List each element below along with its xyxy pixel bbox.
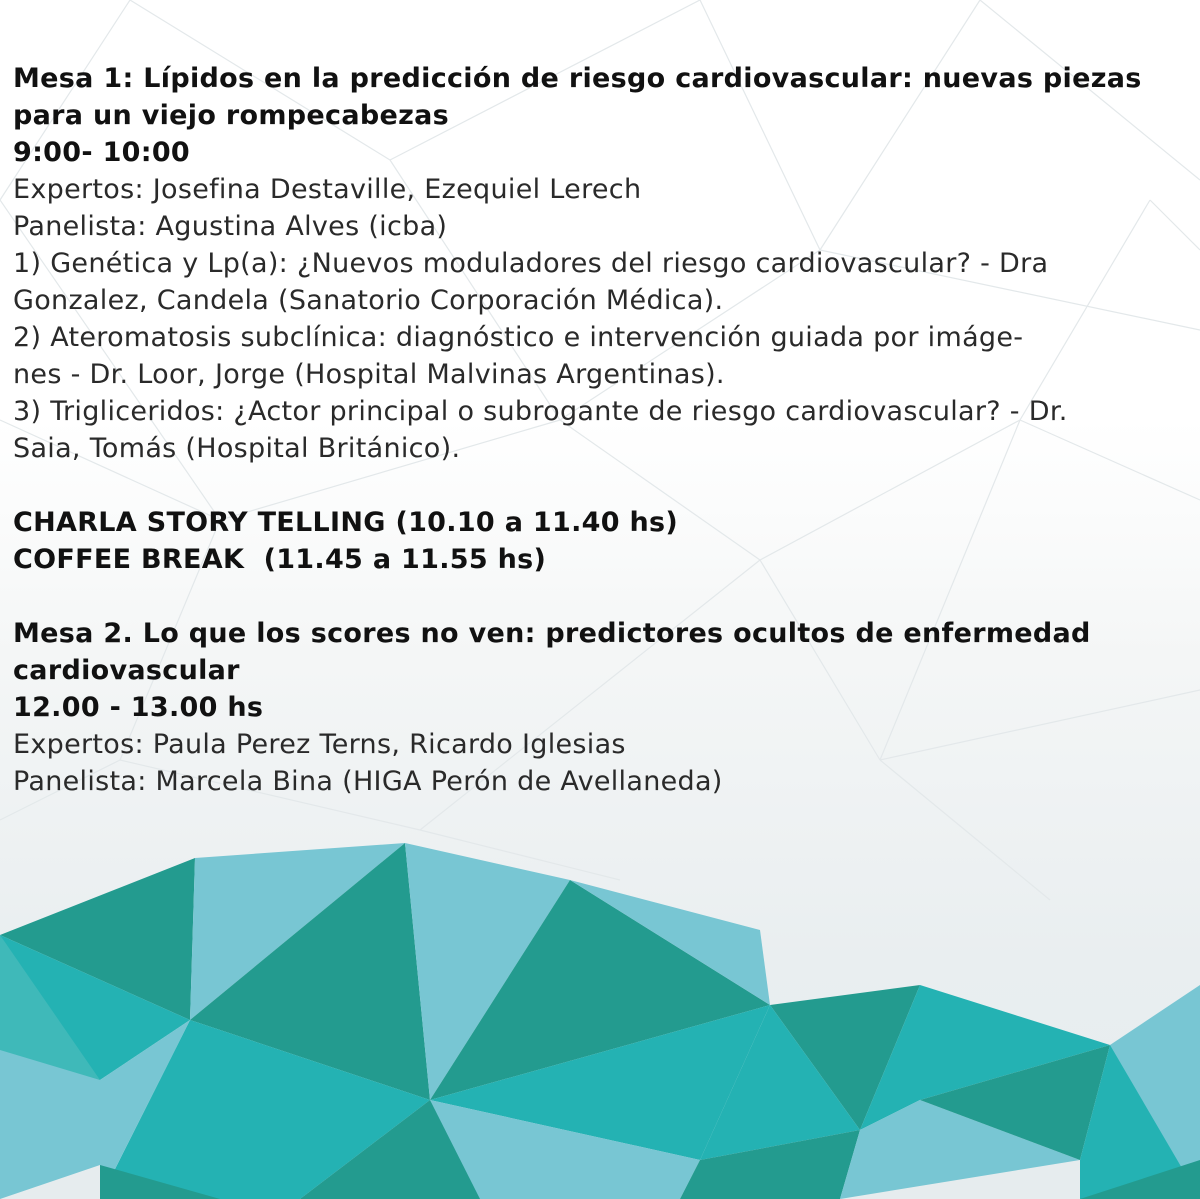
spacer xyxy=(13,578,1188,615)
mesa-1-topic-line: nes - Dr. Loor, Jorge (Hospital Malvinas Argentinas). xyxy=(13,359,725,390)
story-telling-talk: CHARLA STORY TELLING (10.10 a 11.40 hs) xyxy=(13,507,679,538)
mesa-1-time: 9:00- 10:00 xyxy=(13,137,191,168)
mesa-1-topic-line: Saia, Tomás (Hospital Británico). xyxy=(13,433,461,464)
mesa-1-panelista: Panelista: Agustina Alves (icba) xyxy=(13,211,448,242)
mesa-1-topic-line: 1) Genética y Lp(a): ¿Nuevos moduladores del riesgo cardiovascular? - Dra xyxy=(13,248,1049,279)
mesa-1-topic-line: 2) Ateromatosis subclínica: diagnóstico e intervención guiada por imáge- xyxy=(13,322,1024,353)
mesa-2-title-line-1: Mesa 2. Lo que los scores no ven: predictores ocultos de enfermedad xyxy=(13,618,1091,649)
mesa-1-title-line-1: Mesa 1: Lípidos en la predicción de riesgo cardiovascular: nuevas piezas xyxy=(13,63,1142,94)
mesa-1-title-line-2: para un viejo rompecabezas xyxy=(13,100,450,131)
program-content xyxy=(13,60,1188,800)
mesa-2-section xyxy=(13,615,1188,800)
mesa-1-expertos: Expertos: Josefina Destaville, Ezequiel Lerech xyxy=(13,174,642,205)
mesa-2-panelista: Panelista: Marcela Bina (HIGA Perón de Avellaneda) xyxy=(13,766,723,797)
spacer xyxy=(13,467,1188,504)
mesa-1-topic-line: 3) Trigliceridos: ¿Actor principal o subrogante de riesgo cardiovascular? - Dr. xyxy=(13,396,1068,427)
mesa-2-title-line-2: cardiovascular xyxy=(13,655,240,686)
mesa-2-time: 12.00 - 13.00 hs xyxy=(13,692,264,723)
breaks-section xyxy=(13,504,1188,578)
coffee-break: COFFEE BREAK (11.45 a 11.55 hs) xyxy=(13,544,547,575)
mesa-1-section xyxy=(13,60,1188,467)
mesa-2-expertos: Expertos: Paula Perez Terns, Ricardo Iglesias xyxy=(13,729,626,760)
mesa-1-topic-line: Gonzalez, Candela (Sanatorio Corporación Médica). xyxy=(13,285,724,316)
